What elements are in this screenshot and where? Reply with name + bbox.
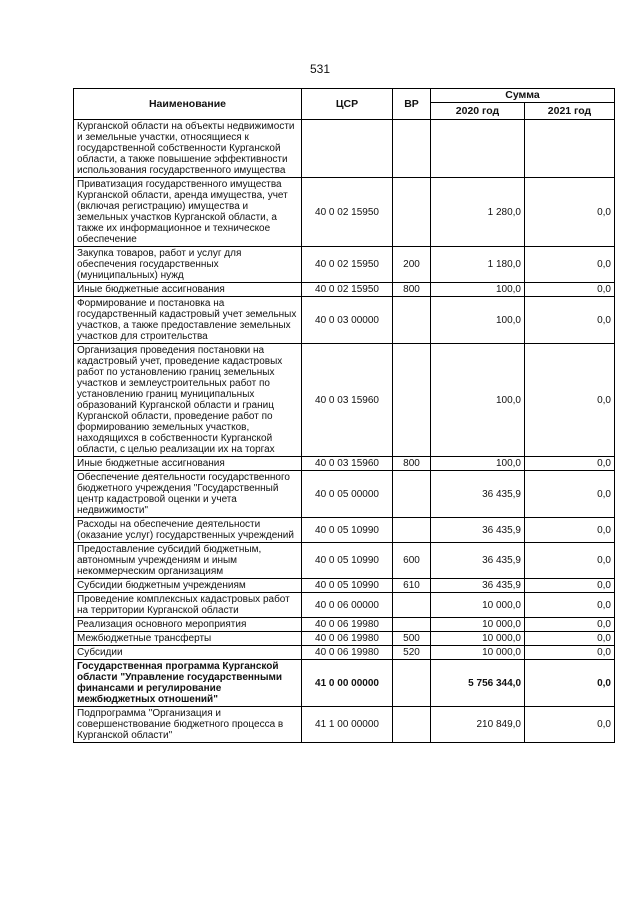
table-row <box>74 579 615 593</box>
cell-2020: 36 435,9 <box>431 471 525 518</box>
cell-csr: 40 0 03 00000 <box>302 297 393 344</box>
cell-2021: 0,0 <box>525 632 615 646</box>
cell-csr: 40 0 06 19980 <box>302 632 393 646</box>
cell-2020: 10 000,0 <box>431 646 525 660</box>
cell-csr <box>302 120 393 178</box>
cell-2020: 100,0 <box>431 457 525 471</box>
cell-vr <box>393 618 431 632</box>
cell-2021: 0,0 <box>525 471 615 518</box>
cell-2020: 1 180,0 <box>431 247 525 283</box>
cell-2020: 5 756 344,0 <box>431 660 525 707</box>
table-row <box>74 618 615 632</box>
header-year-2020: 2020 год <box>431 103 525 120</box>
cell-csr: 40 0 06 19980 <box>302 646 393 660</box>
header-vr: ВР <box>393 89 431 120</box>
table-row <box>74 660 615 707</box>
table-row <box>74 646 615 660</box>
cell-2020: 210 849,0 <box>431 707 525 743</box>
cell-2021: 0,0 <box>525 660 615 707</box>
cell-csr: 40 0 05 10990 <box>302 543 393 579</box>
cell-2020: 100,0 <box>431 344 525 457</box>
cell-vr <box>393 344 431 457</box>
cell-2020: 36 435,9 <box>431 579 525 593</box>
cell-vr: 520 <box>393 646 431 660</box>
cell-2020: 10 000,0 <box>431 593 525 618</box>
cell-vr: 800 <box>393 283 431 297</box>
cell-name: Организация проведения постановки на кадастровый учет, проведение кадастровых работ по установлению границ земельных участков и землеустроительных работ по установлению границ муниципальных образований Курганской области и границ Курганской области, проведение работ по формированию земельных участков, находящихся в собственности Курганской области, с целью реализации их на торгах <box>74 344 302 457</box>
cell-2021: 0,0 <box>525 518 615 543</box>
header-name: Наименование <box>74 89 302 120</box>
cell-2021: 0,0 <box>525 646 615 660</box>
cell-csr: 40 0 06 00000 <box>302 593 393 618</box>
cell-2021: 0,0 <box>525 579 615 593</box>
cell-2021: 0,0 <box>525 618 615 632</box>
cell-vr: 610 <box>393 579 431 593</box>
cell-csr: 40 0 05 00000 <box>302 471 393 518</box>
table-row <box>74 543 615 579</box>
cell-name: Закупка товаров, работ и услуг для обеспечения государственных (муниципальных) нужд <box>74 247 302 283</box>
cell-2020: 100,0 <box>431 297 525 344</box>
cell-2021: 0,0 <box>525 247 615 283</box>
cell-name: Субсидии <box>74 646 302 660</box>
page-number: 531 <box>309 62 331 76</box>
cell-name: Проведение комплексных кадастровых работ на территории Курганской области <box>74 593 302 618</box>
cell-name: Формирование и постановка на государственный кадастровый учет земельных участков, а также предоставление земельных участков для строительства <box>74 297 302 344</box>
cell-vr: 800 <box>393 457 431 471</box>
cell-csr: 40 0 02 15950 <box>302 178 393 247</box>
cell-name: Субсидии бюджетным учреждениям <box>74 579 302 593</box>
cell-name: Государственная программа Курганской области "Управление государственными финансами и регулирование межбюджетных отношений" <box>74 660 302 707</box>
cell-csr: 41 1 00 00000 <box>302 707 393 743</box>
table-row <box>74 120 615 178</box>
cell-name: Иные бюджетные ассигнования <box>74 283 302 297</box>
header-year-2021: 2021 год <box>525 103 615 120</box>
cell-2021: 0,0 <box>525 178 615 247</box>
cell-2020: 10 000,0 <box>431 632 525 646</box>
header-sum: Сумма <box>431 89 615 103</box>
cell-name: Иные бюджетные ассигнования <box>74 457 302 471</box>
table-row <box>74 471 615 518</box>
cell-csr: 40 0 05 10990 <box>302 518 393 543</box>
table-body <box>74 120 615 743</box>
cell-vr <box>393 707 431 743</box>
table-row <box>74 593 615 618</box>
cell-csr: 40 0 02 15950 <box>302 283 393 297</box>
table-row <box>74 344 615 457</box>
table-row <box>74 297 615 344</box>
cell-name: Реализация основного мероприятия <box>74 618 302 632</box>
header-csr: ЦСР <box>302 89 393 120</box>
table-row <box>74 283 615 297</box>
cell-2020: 36 435,9 <box>431 543 525 579</box>
cell-vr <box>393 178 431 247</box>
cell-2021 <box>525 120 615 178</box>
cell-csr: 40 0 03 15960 <box>302 344 393 457</box>
table-row <box>74 518 615 543</box>
cell-vr: 500 <box>393 632 431 646</box>
cell-vr <box>393 297 431 344</box>
cell-2021: 0,0 <box>525 707 615 743</box>
cell-name: Приватизация государственного имущества Курганской области, аренда имущества, учет (включая регистрацию) имущества и земельных участков Курганской области, а также их информационное и техническое обеспечение <box>74 178 302 247</box>
table-row <box>74 632 615 646</box>
cell-csr: 40 0 05 10990 <box>302 579 393 593</box>
cell-vr <box>393 660 431 707</box>
cell-vr <box>393 593 431 618</box>
cell-2021: 0,0 <box>525 283 615 297</box>
cell-vr <box>393 518 431 543</box>
cell-name: Расходы на обеспечение деятельности (оказание услуг) государственных учреждений <box>74 518 302 543</box>
cell-2021: 0,0 <box>525 457 615 471</box>
cell-csr: 41 0 00 00000 <box>302 660 393 707</box>
cell-2021: 0,0 <box>525 543 615 579</box>
table-row <box>74 178 615 247</box>
budget-table <box>73 88 615 743</box>
cell-2020: 10 000,0 <box>431 618 525 632</box>
cell-name: Обеспечение деятельности государственного бюджетного учреждения "Государственный центр кадастровой оценки и учета недвижимости" <box>74 471 302 518</box>
cell-2021: 0,0 <box>525 593 615 618</box>
cell-2020: 100,0 <box>431 283 525 297</box>
cell-2020 <box>431 120 525 178</box>
cell-2021: 0,0 <box>525 297 615 344</box>
table-header <box>74 89 615 120</box>
cell-2020: 1 280,0 <box>431 178 525 247</box>
table-row <box>74 457 615 471</box>
cell-name: Курганской области на объекты недвижимости и земельные участки, относящиеся к государственной собственности Курганской области, а также повышение эффективности использования государственного имущества <box>74 120 302 178</box>
cell-name: Предоставление субсидий бюджетным, автономным учреждениям и иным некоммерческим организациям <box>74 543 302 579</box>
cell-vr <box>393 471 431 518</box>
cell-vr: 600 <box>393 543 431 579</box>
cell-vr: 200 <box>393 247 431 283</box>
cell-2020: 36 435,9 <box>431 518 525 543</box>
table-row <box>74 247 615 283</box>
cell-csr: 40 0 03 15960 <box>302 457 393 471</box>
cell-csr: 40 0 06 19980 <box>302 618 393 632</box>
cell-csr: 40 0 02 15950 <box>302 247 393 283</box>
table-row <box>74 707 615 743</box>
cell-name: Подпрограмма "Организация и совершенствование бюджетного процесса в Курганской области" <box>74 707 302 743</box>
cell-2021: 0,0 <box>525 344 615 457</box>
cell-name: Межбюджетные трансферты <box>74 632 302 646</box>
cell-vr <box>393 120 431 178</box>
